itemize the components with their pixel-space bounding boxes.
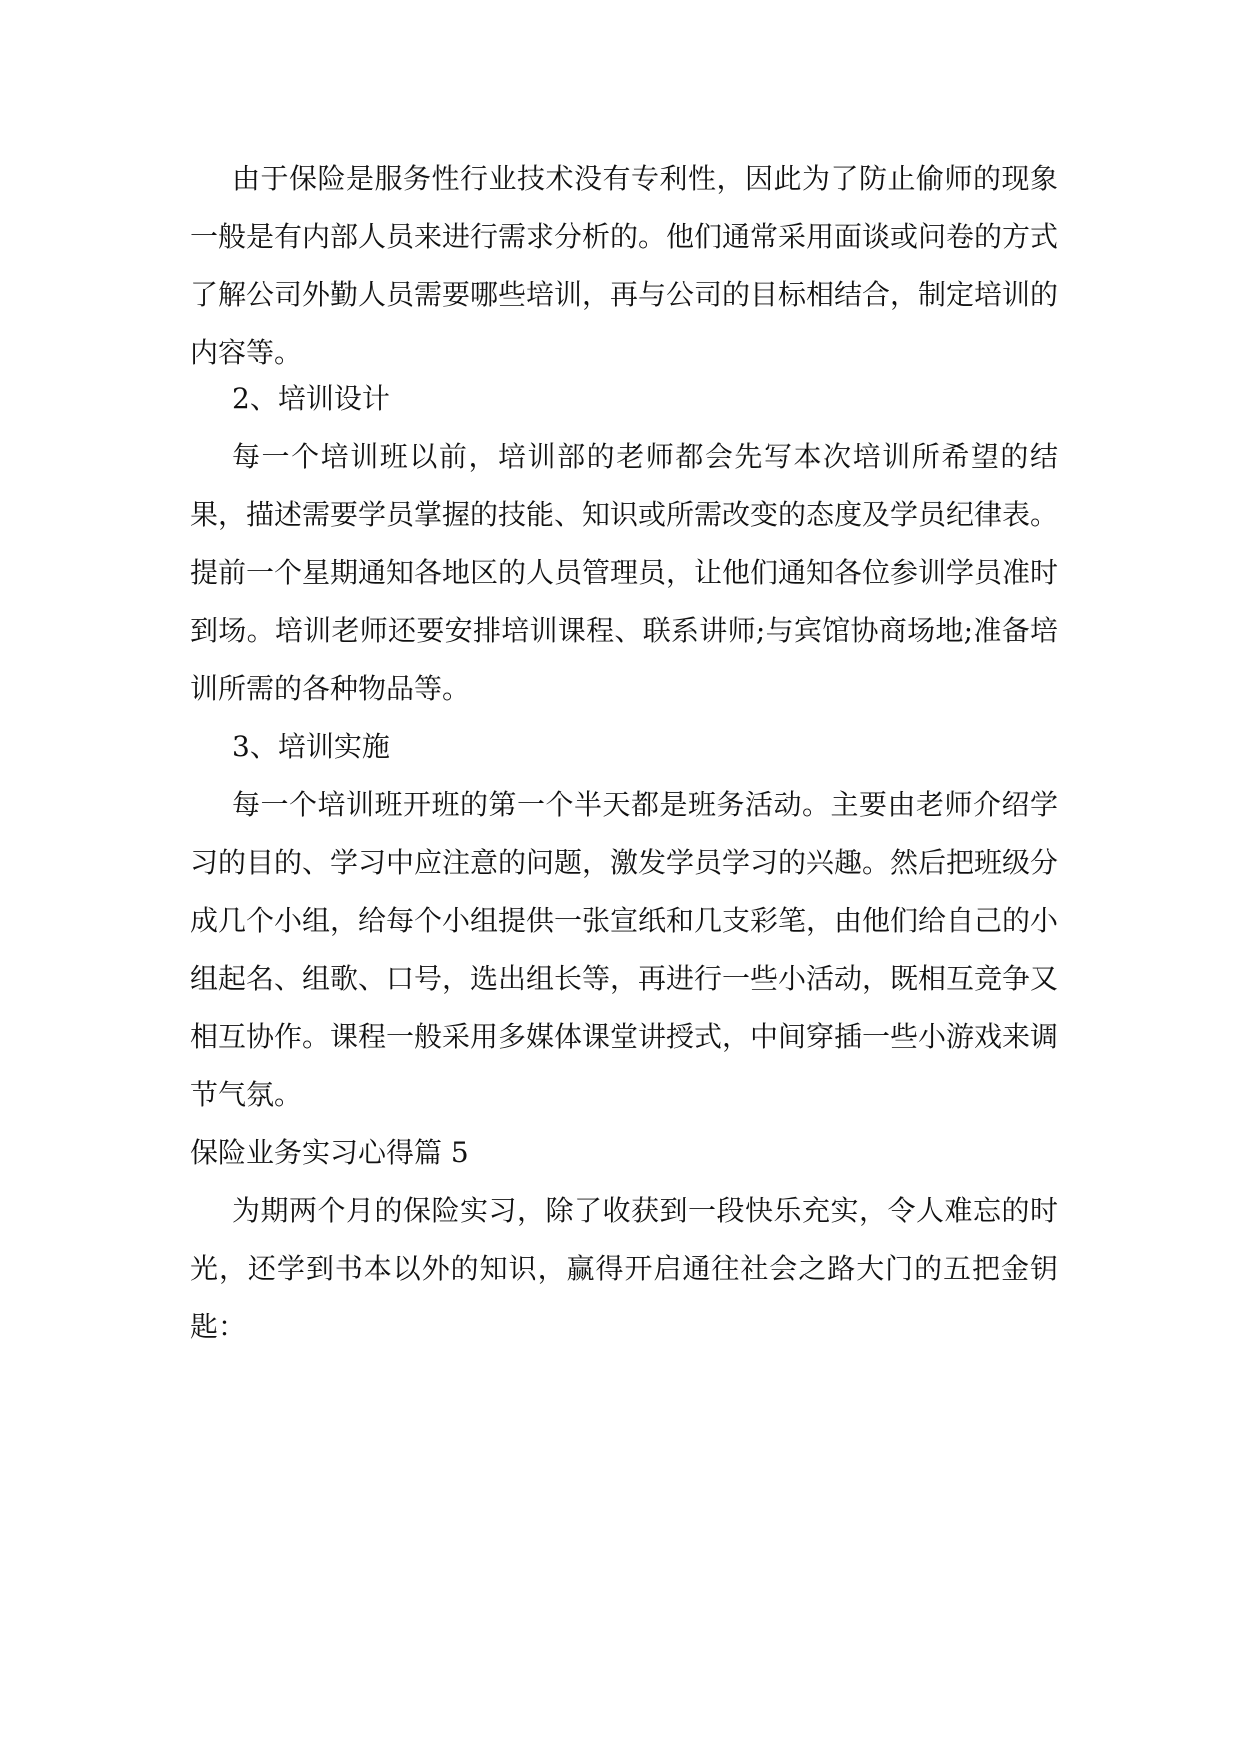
heading-training-design: 2、培训设计 <box>232 382 390 415</box>
paragraph-training-implementation: 每一个培训班开班的第一个半天都是班务活动。主要由老师介绍学习的目的、学习中应注意的问题，激发学员学习的兴趣。然后把班级分成几个小组，给每个小组提供一张宣纸和几支彩笔，由他们给自己的小组起名、组歌、口号，选出组长等，再进行一些小活动，既相互竞争又相互协作。课程一般采用多媒体课堂讲授式，中间穿插一些小游戏来调节气氛。 <box>190 788 1059 1111</box>
heading-training-implementation: 3、培训实施 <box>232 730 390 763</box>
paragraph-internship-intro: 为期两个月的保险实习，除了收获到一段快乐充实，令人难忘的时光，还学到书本以外的知识，赢得开启通往社会之路大门的五把金钥匙： <box>190 1194 1058 1343</box>
paragraph-training-design: 每一个培训班以前，培训部的老师都会先写本次培训所希望的结果，描述需要学员掌握的技能、知识或所需改变的态度及学员纪律表。提前一个星期通知各地区的人员管理员，让他们通知各位参训学员准时到场。培训老师还要安排培训课程、联系讲师;与宾馆协商场地;准备培训所需的各种物品等。 <box>190 440 1059 705</box>
paragraph-training-needs: 由于保险是服务性行业技术没有专利性，因此为了防止偷师的现象一般是有内部人员来进行需求分析的。他们通常采用面谈或问卷的方式了解公司外勤人员需要哪些培训，再与公司的目标相结合，制定培训的内容等。 <box>190 162 1059 369</box>
section-title: 保险业务实习心得篇 5 <box>190 1136 469 1169</box>
